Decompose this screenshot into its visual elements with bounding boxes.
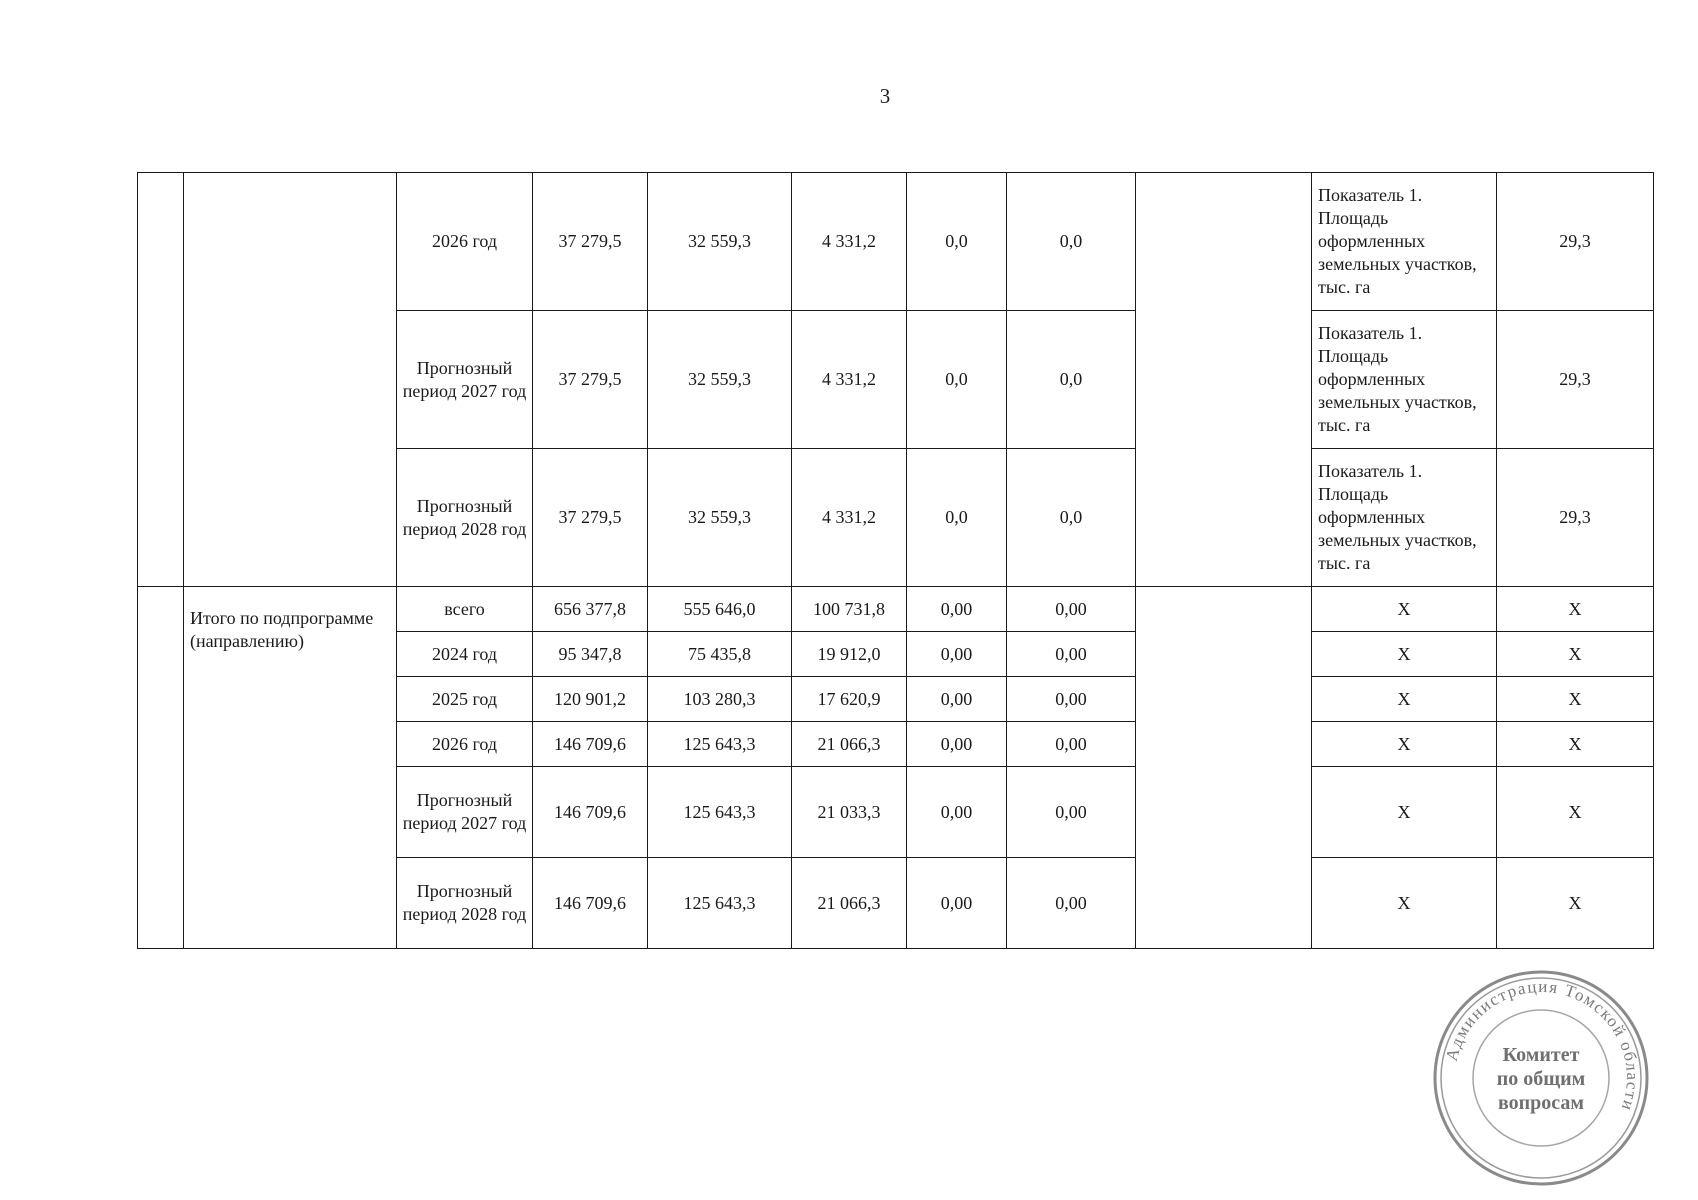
budget-cell: 0,0 <box>907 173 1007 311</box>
indicator-cell: Показатель 1. Площадь оформленных земельных участков, тыс. га <box>1312 173 1497 311</box>
budget-cell: 0,0 <box>907 311 1007 449</box>
indicator-value-cell: X <box>1497 858 1654 949</box>
indicator-value-cell: X <box>1497 632 1654 677</box>
total-cell: 146 709,6 <box>533 722 648 767</box>
period-cell: Прогнозный период 2028 год <box>397 858 533 949</box>
total-cell: 37 279,5 <box>533 173 648 311</box>
budget-cell: 125 643,3 <box>648 858 792 949</box>
indicator-value-cell: X <box>1497 767 1654 858</box>
indicator-cell: X <box>1312 587 1497 632</box>
budget-cell: 0,0 <box>1007 449 1136 587</box>
budget-cell: 32 559,3 <box>648 311 792 449</box>
budget-cell: 0,00 <box>1007 858 1136 949</box>
total-cell: 95 347,8 <box>533 632 648 677</box>
budget-cell: 125 643,3 <box>648 767 792 858</box>
budget-cell: 17 620,9 <box>792 677 907 722</box>
indicator-value-cell: 29,3 <box>1497 173 1654 311</box>
total-cell: 146 709,6 <box>533 767 648 858</box>
budget-cell: 4 331,2 <box>792 173 907 311</box>
budget-cell: 0,00 <box>1007 677 1136 722</box>
total-cell: 146 709,6 <box>533 858 648 949</box>
indicator-value-cell: X <box>1497 677 1654 722</box>
budget-cell: 4 331,2 <box>792 449 907 587</box>
seal-center-line: вопросам <box>1497 1092 1585 1114</box>
budget-cell: 0,0 <box>1007 311 1136 449</box>
budget-cell: 75 435,8 <box>648 632 792 677</box>
budget-cell: 0,00 <box>907 767 1007 858</box>
budget-cell: 0,0 <box>1007 173 1136 311</box>
participant-cell <box>1136 173 1312 587</box>
number-cell <box>138 587 184 949</box>
period-cell: 2026 год <box>397 173 533 311</box>
total-cell: 120 901,2 <box>533 677 648 722</box>
indicator-cell: Показатель 1. Площадь оформленных земельных участков, тыс. га <box>1312 449 1497 587</box>
budget-cell: 0,00 <box>1007 767 1136 858</box>
indicator-value-cell: X <box>1497 722 1654 767</box>
period-cell: Прогнозный период 2027 год <box>397 767 533 858</box>
budget-cell: 103 280,3 <box>648 677 792 722</box>
budget-cell: 0,00 <box>1007 632 1136 677</box>
period-cell: всего <box>397 587 533 632</box>
budget-cell: 19 912,0 <box>792 632 907 677</box>
indicator-cell: X <box>1312 722 1497 767</box>
page-number: 3 <box>879 84 891 108</box>
indicator-value-cell: X <box>1497 587 1654 632</box>
budget-cell: 125 643,3 <box>648 722 792 767</box>
period-cell: Прогнозный период 2028 год <box>397 449 533 587</box>
budget-cell: 21 066,3 <box>792 858 907 949</box>
budget-cell: 0,0 <box>907 449 1007 587</box>
period-cell: 2026 год <box>397 722 533 767</box>
budget-cell: 0,00 <box>907 677 1007 722</box>
budget-cell: 21 033,3 <box>792 767 907 858</box>
budget-table <box>137 172 1654 949</box>
participant-cell <box>1136 587 1312 949</box>
budget-cell: 0,00 <box>1007 722 1136 767</box>
budget-cell: 0,00 <box>1007 587 1136 632</box>
budget-cell: 555 646,0 <box>648 587 792 632</box>
budget-cell: 0,00 <box>907 858 1007 949</box>
table-row <box>138 587 1654 632</box>
indicator-cell: X <box>1312 858 1497 949</box>
seal-center-line: по общим <box>1496 1068 1586 1090</box>
total-cell: 37 279,5 <box>533 449 648 587</box>
budget-cell: 4 331,2 <box>792 311 907 449</box>
period-cell: 2024 год <box>397 632 533 677</box>
seal-center-line: Комитет <box>1502 1044 1580 1066</box>
indicator-value-cell: 29,3 <box>1497 311 1654 449</box>
budget-cell: 21 066,3 <box>792 722 907 767</box>
indicator-cell: Показатель 1. Площадь оформленных земельных участков, тыс. га <box>1312 311 1497 449</box>
period-cell: 2025 год <box>397 677 533 722</box>
subprogram-total-label: Итого по подпрограмме (направлению) <box>184 587 397 949</box>
indicator-value-cell: 29,3 <box>1497 449 1654 587</box>
table-row <box>138 173 1654 311</box>
budget-cell: 0,00 <box>907 587 1007 632</box>
official-seal <box>1430 967 1652 1189</box>
indicator-cell: X <box>1312 632 1497 677</box>
budget-cell: 100 731,8 <box>792 587 907 632</box>
total-cell: 656 377,8 <box>533 587 648 632</box>
number-cell <box>138 173 184 587</box>
indicator-cell: X <box>1312 677 1497 722</box>
budget-cell: 32 559,3 <box>648 449 792 587</box>
indicator-cell: X <box>1312 767 1497 858</box>
period-cell: Прогнозный период 2027 год <box>397 311 533 449</box>
total-cell: 37 279,5 <box>533 311 648 449</box>
budget-cell: 0,00 <box>907 722 1007 767</box>
seal-ring-text: Администрация Томской области <box>1441 976 1643 1115</box>
budget-cell: 0,00 <box>907 632 1007 677</box>
name-cell <box>184 173 397 587</box>
budget-cell: 32 559,3 <box>648 173 792 311</box>
